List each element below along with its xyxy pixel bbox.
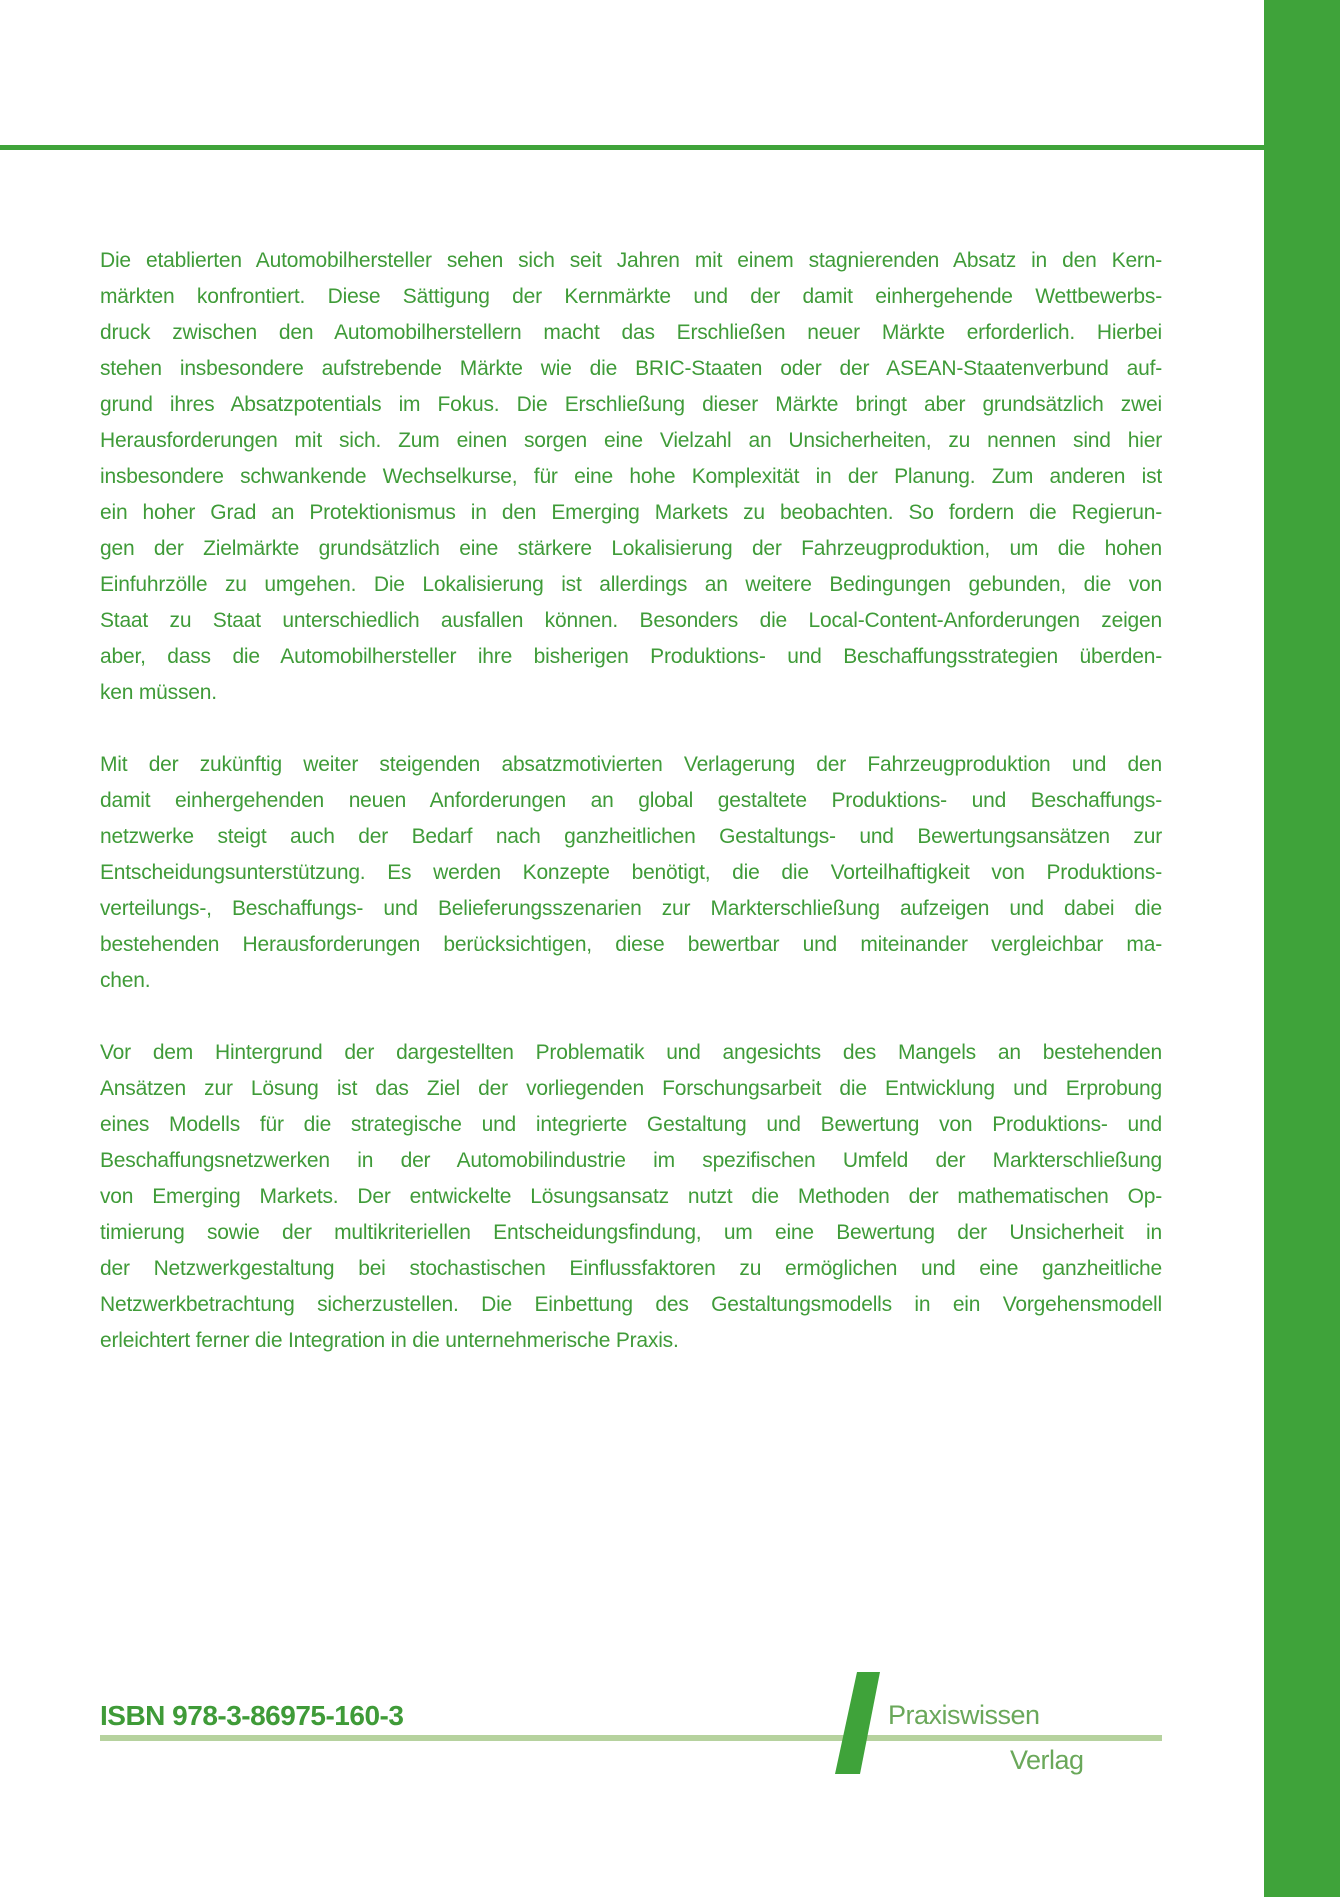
footer-rule [100, 1735, 1162, 1741]
publisher-name-line1: Praxiswissen [888, 1700, 1040, 1730]
top-rule [0, 145, 1264, 150]
text-line: Netzwerkbetrachtung sicherzustellen. Die Einbettung des Gestaltungsmodells in ein Vorgehensmodell [100, 1293, 1162, 1316]
text-line: gen der Zielmärkte grundsätzlich eine stärkere Lokalisierung der Fahrzeugproduktion, um die hohen [100, 537, 1162, 560]
text-line: stehen insbesondere aufstrebende Märkte wie die BRIC-Staaten oder der ASEAN-Staatenverbund auf- [100, 357, 1162, 380]
isbn: ISBN 978-3-86975-160-3 [100, 1700, 404, 1731]
green-sidebar-band [1264, 0, 1340, 1897]
text-line: verteilungs-, Beschaffungs- und Belieferungsszenarien zur Markterschließung aufzeigen und dabei die [100, 897, 1162, 920]
text-line: ken müssen. [100, 681, 217, 704]
publisher-logo-slash-icon [830, 1672, 890, 1774]
publisher-name-line2: Verlag [1010, 1745, 1084, 1775]
text-line: ein hoher Grad an Protektionismus in den Emerging Markets zu beobachten. So fordern die Regierun- [100, 501, 1162, 524]
back-cover-text [100, 243, 1162, 1395]
paragraph [100, 747, 1162, 999]
text-line: Vor dem Hintergrund der dargestellten Problematik und angesichts des Mangels an bestehenden [100, 1041, 1162, 1064]
text-line: bestehenden Herausforderungen berücksichtigen, diese bewertbar und miteinander vergleichbar ma- [100, 933, 1162, 956]
text-line: Beschaffungsnetzwerken in der Automobilindustrie im spezifischen Umfeld der Markterschließung [100, 1149, 1162, 1172]
text-line: Ansätzen zur Lösung ist das Ziel der vorliegenden Forschungsarbeit die Entwicklung und Erprobung [100, 1077, 1162, 1100]
text-line: Einfuhrzölle zu umgehen. Die Lokalisierung ist allerdings an weitere Bedingungen gebunden, die von [100, 573, 1162, 596]
text-line: der Netzwerkgestaltung bei stochastischen Einflussfaktoren zu ermöglichen und eine ganzheitliche [100, 1257, 1162, 1280]
text-line: Herausforderungen mit sich. Zum einen sorgen eine Vielzahl an Unsicherheiten, zu nennen sind hier [100, 429, 1162, 452]
text-line: Staat zu Staat unterschiedlich ausfallen können. Besonders die Local-Content-Anforderungen zeigen [100, 609, 1162, 632]
paragraph [100, 243, 1162, 711]
text-line: Entscheidungsunterstützung. Es werden Konzepte benötigt, die die Vorteilhaftigkeit von Produktions- [100, 861, 1162, 884]
text-line: von Emerging Markets. Der entwickelte Lösungsansatz nutzt die Methoden der mathematischen Op- [100, 1185, 1162, 1208]
text-line: chen. [100, 969, 151, 992]
text-line: aber, dass die Automobilhersteller ihre bisherigen Produktions- und Beschaffungsstrategien überden- [100, 645, 1162, 668]
paragraph [100, 1035, 1162, 1359]
text-line: eines Modells für die strategische und integrierte Gestaltung und Bewertung von Produktions- und [100, 1113, 1162, 1136]
text-line: erleichtert ferner die Integration in die unternehmerische Praxis. [100, 1329, 679, 1352]
text-line: grund ihres Absatzpotentials im Fokus. Die Erschließung dieser Märkte bringt aber grundsätzlich zwei [100, 393, 1162, 416]
text-line: timierung sowie der multikriteriellen Entscheidungsfindung, um eine Bewertung der Unsicherheit in [100, 1221, 1162, 1244]
text-line: insbesondere schwankende Wechselkurse, für eine hohe Komplexität in der Planung. Zum anderen ist [100, 465, 1162, 488]
text-line: Die etablierten Automobilhersteller sehen sich seit Jahren mit einem stagnierenden Absatz in den Kern- [100, 249, 1162, 272]
text-line: druck zwischen den Automobilherstellern macht das Erschließen neuer Märkte erforderlich. Hierbei [100, 321, 1162, 344]
text-line: Mit der zukünftig weiter steigenden absatzmotivierten Verlagerung der Fahrzeugproduktion und den [100, 753, 1162, 776]
text-line: märkten konfrontiert. Diese Sättigung der Kernmärkte und der damit einhergehende Wettbewerbs- [100, 285, 1162, 308]
text-line: netzwerke steigt auch der Bedarf nach ganzheitlichen Gestaltungs- und Bewertungsansätzen zur [100, 825, 1162, 848]
text-line: damit einhergehenden neuen Anforderungen an global gestaltete Produktions- und Beschaffungs- [100, 789, 1162, 812]
